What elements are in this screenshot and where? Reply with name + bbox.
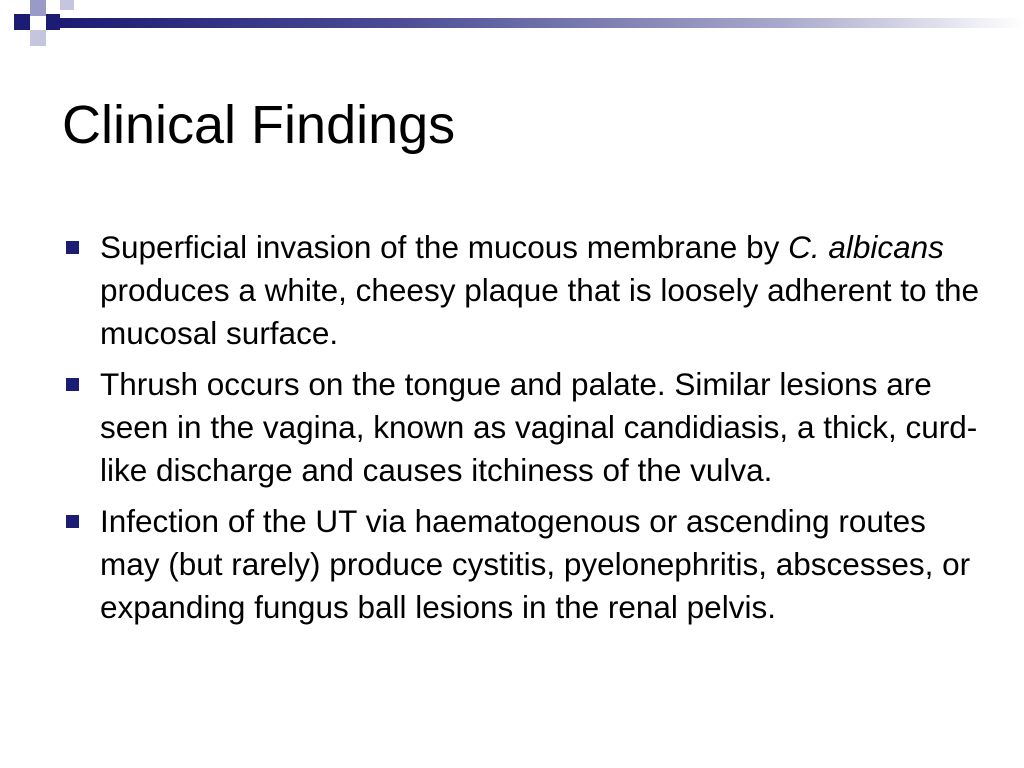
bullet-text: produces a white, cheesy plaque that is loosely adherent to the mucosal surface.	[100, 272, 980, 351]
bullet-item	[62, 363, 982, 492]
decor-square	[46, 14, 60, 30]
organism-name: C. albicans	[788, 229, 944, 265]
slide-title: Clinical Findings	[62, 95, 456, 155]
decor-square	[30, 30, 46, 46]
decor-square	[14, 30, 30, 44]
decor-square	[30, 0, 46, 16]
square-bullet-icon	[66, 241, 79, 254]
square-bullet-icon	[66, 515, 79, 528]
bullet-text: Superficial invasion of the mucous membrane by	[100, 229, 789, 265]
bullet-text: Thrush occurs on the tongue and palate. Similar lesions are seen in the vagina, known as vaginal candidiasis, a thick, curd-like discharge and causes itchiness of the vulva.	[100, 366, 978, 488]
bullet-item	[62, 500, 982, 629]
bullet-text: Infection of the UT via haematogenous or ascending routes may (but rarely) produce cystitis, pyelonephritis, abscesses, or expanding fungus ball lesions in the renal pelvis.	[100, 503, 971, 625]
decor-square	[0, 0, 14, 14]
decor-square	[14, 14, 30, 30]
bullet-list	[62, 226, 982, 637]
decor-square	[60, 0, 74, 10]
square-bullet-icon	[66, 378, 79, 391]
bullet-item	[62, 226, 982, 355]
header-gradient-bar	[60, 18, 1024, 28]
